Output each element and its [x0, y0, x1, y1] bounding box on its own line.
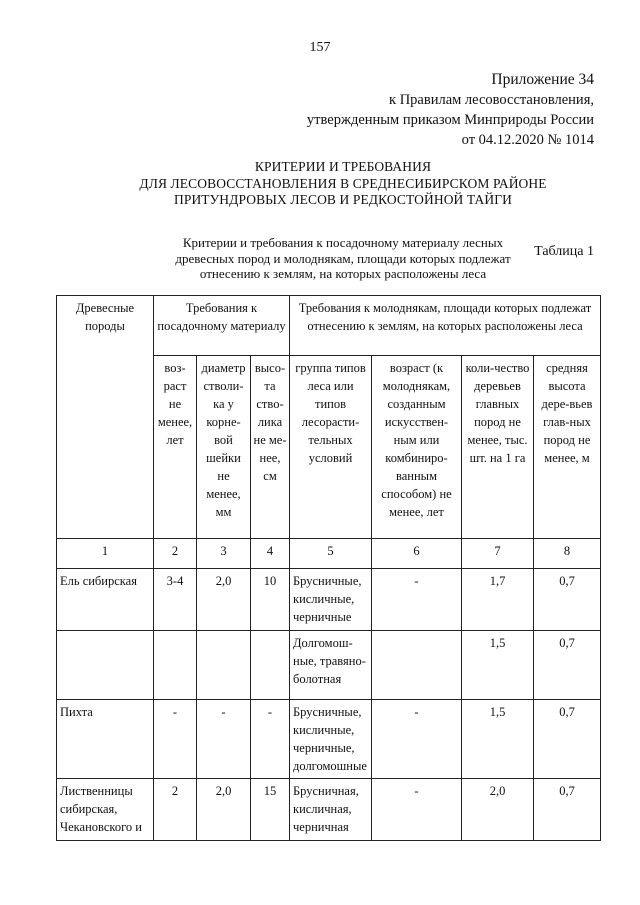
diameter-cell: [197, 631, 251, 700]
mean-height-cell: 0,7: [534, 779, 601, 841]
document-title: [0, 159, 640, 209]
appendix-rules-ref: к Правилам лесовосстановления,: [389, 92, 594, 108]
diameter-cell: 2,0: [197, 779, 251, 841]
tree-count-cell: 1,7: [462, 569, 534, 631]
table-row: [57, 631, 601, 700]
height-cell: 15: [251, 779, 290, 841]
col-number: 5: [290, 539, 372, 569]
mean-height-cell: 0,7: [534, 631, 601, 700]
forest-type-cell: Брусничные, кисличные, черничные: [290, 569, 372, 631]
title-line-2: ДЛЯ ЛЕСОВОССТАНОВЛЕНИЯ В СРЕДНЕСИБИРСКОМ РАЙОНЕ: [139, 175, 547, 191]
caption-line-2: древесных пород и молоднякам, площади которых подлежат: [175, 250, 511, 266]
header-mean-height: средняя высота дере-вьев глав-ных пород не менее, м: [534, 356, 601, 539]
col-number: 3: [197, 539, 251, 569]
age-cell: [154, 631, 197, 700]
table-row: [57, 569, 601, 631]
header-planting-material: Требования к посадочному материалу: [154, 296, 290, 356]
height-cell: -: [251, 700, 290, 779]
species-cell: [57, 631, 154, 700]
requirements-table: [56, 295, 601, 841]
mean-height-cell: 0,7: [534, 569, 601, 631]
species-cell: Ель сибирская: [57, 569, 154, 631]
col-number: 7: [462, 539, 534, 569]
age-cell: 3-4: [154, 569, 197, 631]
table-caption: [140, 235, 546, 282]
header-diameter: диаметр стволи-ка у корне-вой шейки не менее, мм: [197, 356, 251, 539]
forest-type-cell: Долгомош-ные, травяно-болотная: [290, 631, 372, 700]
table-label: Таблица 1: [534, 244, 594, 259]
young-age-cell: -: [372, 569, 462, 631]
tree-count-cell: 2,0: [462, 779, 534, 841]
tree-count-cell: 1,5: [462, 700, 534, 779]
young-age-cell: -: [372, 700, 462, 779]
header-height: высо-та ство-лика не ме-нее, см: [251, 356, 290, 539]
col-number: 2: [154, 539, 197, 569]
header-age: воз-раст не менее, лет: [154, 356, 197, 539]
col-number: 6: [372, 539, 462, 569]
species-cell: Пихта: [57, 700, 154, 779]
species-cell: Лиственницы сибирская, Чекановского и: [57, 779, 154, 841]
young-age-cell: -: [372, 779, 462, 841]
col-number: 8: [534, 539, 601, 569]
appendix-number: Приложение 34: [491, 71, 594, 88]
appendix-order-date: от 04.12.2020 № 1014: [461, 132, 594, 148]
table-row: [57, 700, 601, 779]
table-row: [57, 779, 601, 841]
height-cell: 10: [251, 569, 290, 631]
forest-type-cell: Брусничные, кисличные, черничные, долгомошные: [290, 700, 372, 779]
age-cell: -: [154, 700, 197, 779]
diameter-cell: -: [197, 700, 251, 779]
header-young-age: возраст (к молоднякам, созданным искусствен-ным или комбиниро-ванным способом) не менее, лет: [372, 356, 462, 539]
title-line-3: ПРИТУНДРОВЫХ ЛЕСОВ И РЕДКОСТОЙНОЙ ТАЙГИ: [173, 192, 513, 207]
height-cell: [251, 631, 290, 700]
caption-line-1: Критерии и требования к посадочному материалу лесных: [182, 235, 504, 250]
forest-type-cell: Брусничная, кисличная, черничная: [290, 779, 372, 841]
header-forest-type: группа типов леса или типов лесорасти-тельных условий: [290, 356, 372, 539]
diameter-cell: 2,0: [197, 569, 251, 631]
page-number: 157: [309, 40, 331, 55]
caption-line-3: отнесению к землям, на которых расположены леса: [199, 266, 487, 281]
header-species: Древесные породы: [57, 296, 154, 539]
header-tree-count: коли-чество деревьев главных пород не менее, тыс. шт. на 1 га: [462, 356, 534, 539]
appendix-block: [307, 70, 594, 150]
mean-height-cell: 0,7: [534, 700, 601, 779]
age-cell: 2: [154, 779, 197, 841]
appendix-order-ref: утвержденным приказом Минприроды России: [306, 112, 594, 128]
young-age-cell: [372, 631, 462, 700]
col-number: 4: [251, 539, 290, 569]
header-young-stands: Требования к молоднякам, площади которых подлежат отнесению к землям, на которых расположены леса: [290, 296, 601, 356]
title-line-1: КРИТЕРИИ И ТРЕБОВАНИЯ: [254, 159, 432, 174]
tree-count-cell: 1,5: [462, 631, 534, 700]
col-number: 1: [57, 539, 154, 569]
